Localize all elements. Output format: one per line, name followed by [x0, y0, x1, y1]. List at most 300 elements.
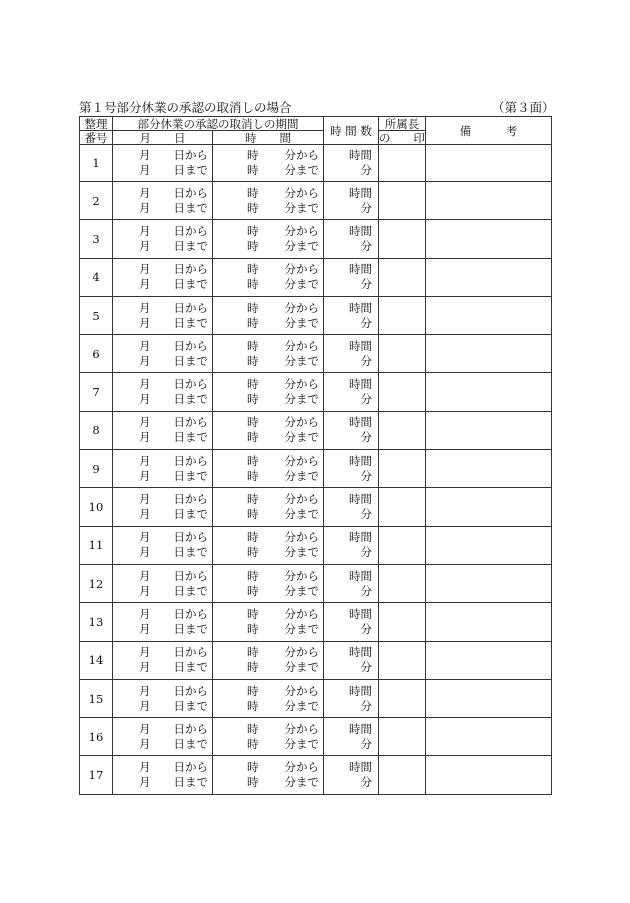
month-label: 月 — [139, 468, 151, 483]
page-title: 第１号部分休業の承認の取消しの場合 — [79, 100, 292, 115]
day-to-label: 日まで — [173, 277, 208, 292]
hours-unit-label: 時間 — [349, 492, 372, 507]
seal-cell[interactable] — [379, 145, 426, 182]
minute-to-label: 分まで — [284, 277, 319, 292]
table-row — [80, 526, 552, 564]
table-row — [80, 182, 552, 220]
remarks-cell[interactable] — [426, 296, 552, 334]
table-row — [80, 258, 552, 296]
header-biko: 備 考 — [426, 117, 552, 145]
seal-cell[interactable] — [379, 411, 426, 449]
month-label: 月 — [139, 683, 151, 698]
seal-cell[interactable] — [379, 182, 426, 220]
hour-label: 時 — [247, 377, 259, 392]
minutes-unit-label: 分 — [360, 660, 372, 675]
hour-label: 時 — [247, 660, 259, 675]
row-number: 15 — [80, 679, 113, 717]
row-number: 10 — [80, 488, 113, 526]
month-label: 月 — [139, 568, 151, 583]
hours-unit-label: 時間 — [349, 606, 372, 621]
minute-from-label: 分から — [284, 300, 319, 315]
remarks-cell[interactable] — [426, 220, 552, 258]
minutes-unit-label: 分 — [360, 353, 372, 368]
duration-cell[interactable] — [324, 182, 379, 220]
row-number: 11 — [80, 526, 113, 564]
remarks-cell[interactable] — [426, 182, 552, 220]
row-number: 16 — [80, 718, 113, 756]
duration-cell[interactable] — [324, 526, 379, 564]
table-row — [80, 296, 552, 334]
header-jikan: 時 間 — [213, 131, 324, 145]
minute-to-label: 分まで — [284, 200, 319, 215]
duration-cell[interactable] — [324, 411, 379, 449]
minutes-unit-label: 分 — [360, 507, 372, 522]
remarks-cell[interactable] — [426, 335, 552, 373]
seal-cell[interactable] — [379, 641, 426, 679]
header-no-in: の 印 — [379, 130, 425, 145]
time-cell[interactable] — [213, 526, 324, 564]
seal-cell[interactable] — [379, 450, 426, 488]
date-cell[interactable] — [113, 603, 213, 641]
minutes-unit-label: 分 — [360, 430, 372, 445]
month-label: 月 — [139, 492, 151, 507]
minutes-unit-label: 分 — [360, 392, 372, 407]
month-label: 月 — [139, 721, 151, 736]
hour-label: 時 — [247, 545, 259, 560]
minute-to-label: 分まで — [284, 430, 319, 445]
hours-unit-label: 時間 — [349, 568, 372, 583]
day-from-label: 日から — [173, 415, 208, 430]
minutes-unit-label: 分 — [360, 583, 372, 598]
day-to-label: 日まで — [173, 660, 208, 675]
seal-cell[interactable] — [379, 564, 426, 602]
remarks-cell[interactable] — [426, 603, 552, 641]
date-cell[interactable] — [113, 756, 213, 794]
hour-label: 時 — [247, 300, 259, 315]
header-shozokucho: 所属長 — [379, 117, 426, 131]
minute-from-label: 分から — [284, 377, 319, 392]
time-cell[interactable] — [213, 411, 324, 449]
minutes-unit-label: 分 — [360, 277, 372, 292]
minute-to-label: 分まで — [284, 583, 319, 598]
hours-unit-label: 時間 — [349, 721, 372, 736]
remarks-cell[interactable] — [426, 526, 552, 564]
seal-cell[interactable] — [379, 373, 426, 411]
day-from-label: 日から — [173, 148, 208, 162]
minute-from-label: 分から — [284, 492, 319, 507]
time-cell[interactable] — [213, 335, 324, 373]
day-to-label: 日まで — [173, 698, 208, 713]
hour-label: 時 — [247, 583, 259, 598]
duration-cell[interactable] — [324, 145, 379, 182]
month-label: 月 — [139, 377, 151, 392]
minutes-unit-label: 分 — [360, 468, 372, 483]
row-number: 13 — [80, 603, 113, 641]
row-number: 2 — [80, 182, 113, 220]
day-to-label: 日まで — [173, 430, 208, 445]
month-label: 月 — [139, 775, 151, 790]
time-cell[interactable] — [213, 258, 324, 296]
minute-from-label: 分から — [284, 453, 319, 468]
day-from-label: 日から — [173, 530, 208, 545]
duration-cell[interactable] — [324, 335, 379, 373]
date-cell[interactable] — [113, 450, 213, 488]
month-label: 月 — [139, 545, 151, 560]
hour-label: 時 — [247, 238, 259, 253]
month-label: 月 — [139, 338, 151, 353]
table-row — [80, 220, 552, 258]
day-from-label: 日から — [173, 262, 208, 277]
table-row — [80, 679, 552, 717]
day-from-label: 日から — [173, 568, 208, 583]
seal-cell[interactable] — [379, 258, 426, 296]
hour-label: 時 — [247, 277, 259, 292]
table-row — [80, 756, 552, 794]
minutes-unit-label: 分 — [360, 545, 372, 560]
minute-from-label: 分から — [284, 415, 319, 430]
hour-label: 時 — [247, 721, 259, 736]
remarks-cell[interactable] — [426, 679, 552, 717]
table-row — [80, 373, 552, 411]
month-label: 月 — [139, 238, 151, 253]
remarks-cell[interactable] — [426, 258, 552, 296]
hours-unit-label: 時間 — [349, 530, 372, 545]
hours-unit-label: 時間 — [349, 300, 372, 315]
date-cell[interactable] — [113, 411, 213, 449]
remarks-cell[interactable] — [426, 718, 552, 756]
day-from-label: 日から — [173, 760, 208, 775]
date-cell[interactable] — [113, 564, 213, 602]
hour-label: 時 — [247, 415, 259, 430]
month-label: 月 — [139, 453, 151, 468]
minute-to-label: 分まで — [284, 660, 319, 675]
time-cell[interactable] — [213, 756, 324, 794]
minute-to-label: 分まで — [284, 736, 319, 751]
seal-cell[interactable] — [379, 220, 426, 258]
hours-unit-label: 時間 — [349, 262, 372, 277]
seal-cell[interactable] — [379, 603, 426, 641]
minute-from-label: 分から — [284, 760, 319, 775]
day-to-label: 日まで — [173, 163, 208, 177]
hour-label: 時 — [247, 185, 259, 200]
duration-cell[interactable] — [324, 220, 379, 258]
date-cell[interactable] — [113, 373, 213, 411]
minute-from-label: 分から — [284, 223, 319, 238]
minute-from-label: 分から — [284, 185, 319, 200]
table-row — [80, 488, 552, 526]
duration-cell[interactable] — [324, 756, 379, 794]
time-cell[interactable] — [213, 641, 324, 679]
table-row — [80, 718, 552, 756]
seal-cell[interactable] — [379, 335, 426, 373]
seal-cell[interactable] — [379, 679, 426, 717]
seal-cell[interactable] — [379, 526, 426, 564]
remarks-cell[interactable] — [426, 411, 552, 449]
hour-label: 時 — [247, 760, 259, 775]
day-to-label: 日まで — [173, 468, 208, 483]
date-cell[interactable] — [113, 526, 213, 564]
hour-label: 時 — [247, 430, 259, 445]
minute-from-label: 分から — [284, 338, 319, 353]
row-number: 5 — [80, 296, 113, 334]
row-number: 3 — [80, 220, 113, 258]
time-cell[interactable] — [213, 296, 324, 334]
minutes-unit-label: 分 — [360, 621, 372, 636]
date-cell[interactable] — [113, 718, 213, 756]
day-from-label: 日から — [173, 377, 208, 392]
seal-cell[interactable] — [379, 756, 426, 794]
month-label: 月 — [139, 392, 151, 407]
month-label: 月 — [139, 760, 151, 775]
hour-label: 時 — [247, 698, 259, 713]
month-label: 月 — [139, 698, 151, 713]
month-label: 月 — [139, 185, 151, 200]
minute-from-label: 分から — [284, 721, 319, 736]
hour-label: 時 — [247, 492, 259, 507]
hour-label: 時 — [247, 392, 259, 407]
minutes-unit-label: 分 — [360, 698, 372, 713]
row-number: 14 — [80, 641, 113, 679]
time-cell[interactable] — [213, 373, 324, 411]
table-row — [80, 145, 552, 182]
seal-cell[interactable] — [379, 296, 426, 334]
day-from-label: 日から — [173, 338, 208, 353]
date-cell[interactable] — [113, 679, 213, 717]
remarks-cell[interactable] — [426, 450, 552, 488]
time-cell[interactable] — [213, 679, 324, 717]
hour-label: 時 — [247, 568, 259, 583]
day-from-label: 日から — [173, 606, 208, 621]
duration-cell[interactable] — [324, 296, 379, 334]
minute-from-label: 分から — [284, 530, 319, 545]
month-label: 月 — [139, 530, 151, 545]
row-number: 9 — [80, 450, 113, 488]
time-cell[interactable] — [213, 488, 324, 526]
date-cell[interactable] — [113, 641, 213, 679]
month-label: 月 — [139, 430, 151, 445]
minute-to-label: 分まで — [284, 698, 319, 713]
day-from-label: 日から — [173, 223, 208, 238]
day-from-label: 日から — [173, 300, 208, 315]
day-from-label: 日から — [173, 492, 208, 507]
header-bango: 番号 — [80, 131, 113, 145]
minutes-unit-label: 分 — [360, 163, 372, 177]
minute-to-label: 分まで — [284, 621, 319, 636]
day-from-label: 日から — [173, 683, 208, 698]
date-cell[interactable] — [113, 488, 213, 526]
hours-unit-label: 時間 — [349, 185, 372, 200]
row-number: 17 — [80, 756, 113, 794]
remarks-cell[interactable] — [426, 373, 552, 411]
day-to-label: 日まで — [173, 392, 208, 407]
day-from-label: 日から — [173, 645, 208, 660]
month-label: 月 — [139, 148, 151, 162]
minute-from-label: 分から — [284, 683, 319, 698]
date-cell[interactable] — [113, 258, 213, 296]
hours-unit-label: 時間 — [349, 453, 372, 468]
day-from-label: 日から — [173, 721, 208, 736]
time-cell[interactable] — [213, 564, 324, 602]
minutes-unit-label: 分 — [360, 315, 372, 330]
remarks-cell[interactable] — [426, 145, 552, 182]
day-to-label: 日まで — [173, 583, 208, 598]
duration-cell[interactable] — [324, 718, 379, 756]
day-to-label: 日まで — [173, 353, 208, 368]
day-to-label: 日まで — [173, 200, 208, 215]
minute-from-label: 分から — [284, 148, 319, 162]
remarks-cell[interactable] — [426, 641, 552, 679]
month-label: 月 — [139, 583, 151, 598]
minute-from-label: 分から — [284, 262, 319, 277]
time-cell[interactable] — [213, 718, 324, 756]
hour-label: 時 — [247, 163, 259, 177]
hour-label: 時 — [247, 262, 259, 277]
header-tsukihi: 月 日 — [113, 131, 213, 145]
minutes-unit-label: 分 — [360, 736, 372, 751]
month-label: 月 — [139, 507, 151, 522]
day-to-label: 日まで — [173, 507, 208, 522]
month-label: 月 — [139, 223, 151, 238]
minute-to-label: 分まで — [284, 315, 319, 330]
time-cell[interactable] — [213, 603, 324, 641]
time-cell[interactable] — [213, 182, 324, 220]
hours-unit-label: 時間 — [349, 760, 372, 775]
duration-cell[interactable] — [324, 488, 379, 526]
month-label: 月 — [139, 300, 151, 315]
row-number: 7 — [80, 373, 113, 411]
duration-cell[interactable] — [324, 258, 379, 296]
table-row — [80, 450, 552, 488]
duration-cell[interactable] — [324, 603, 379, 641]
remarks-cell[interactable] — [426, 488, 552, 526]
table-row — [80, 411, 552, 449]
remarks-cell[interactable] — [426, 756, 552, 794]
minute-from-label: 分から — [284, 568, 319, 583]
hours-unit-label: 時間 — [349, 415, 372, 430]
duration-cell[interactable] — [324, 450, 379, 488]
month-label: 月 — [139, 736, 151, 751]
minutes-unit-label: 分 — [360, 238, 372, 253]
minute-to-label: 分まで — [284, 238, 319, 253]
minute-to-label: 分まで — [284, 353, 319, 368]
time-cell[interactable] — [213, 220, 324, 258]
hours-unit-label: 時間 — [349, 683, 372, 698]
month-label: 月 — [139, 353, 151, 368]
seal-cell[interactable] — [379, 488, 426, 526]
remarks-cell[interactable] — [426, 564, 552, 602]
date-cell[interactable] — [113, 182, 213, 220]
month-label: 月 — [139, 606, 151, 621]
hour-label: 時 — [247, 606, 259, 621]
hours-unit-label: 時間 — [349, 148, 372, 162]
minute-to-label: 分まで — [284, 392, 319, 407]
table-row — [80, 641, 552, 679]
table-row — [80, 335, 552, 373]
table-row — [80, 603, 552, 641]
day-to-label: 日まで — [173, 736, 208, 751]
month-label: 月 — [139, 621, 151, 636]
minute-from-label: 分から — [284, 606, 319, 621]
month-label: 月 — [139, 277, 151, 292]
hour-label: 時 — [247, 736, 259, 751]
seal-cell[interactable] — [379, 718, 426, 756]
hour-label: 時 — [247, 315, 259, 330]
minute-to-label: 分まで — [284, 507, 319, 522]
header-period: 部分休業の承認の取消しの期間 — [113, 117, 324, 131]
date-cell[interactable] — [113, 296, 213, 334]
duration-cell[interactable] — [324, 373, 379, 411]
minute-to-label: 分まで — [284, 468, 319, 483]
page-label: （第３面） — [492, 100, 555, 115]
month-label: 月 — [139, 262, 151, 277]
time-cell[interactable] — [213, 450, 324, 488]
day-to-label: 日まで — [173, 621, 208, 636]
hour-label: 時 — [247, 683, 259, 698]
table-row — [80, 564, 552, 602]
hour-label: 時 — [247, 530, 259, 545]
day-to-label: 日まで — [173, 315, 208, 330]
hour-label: 時 — [247, 353, 259, 368]
day-from-label: 日から — [173, 185, 208, 200]
date-cell[interactable] — [113, 335, 213, 373]
hours-unit-label: 時間 — [349, 377, 372, 392]
cancellation-table — [79, 116, 552, 795]
day-to-label: 日まで — [173, 545, 208, 560]
header-jikansu: 時 間 数 — [324, 117, 379, 145]
hour-label: 時 — [247, 200, 259, 215]
hour-label: 時 — [247, 621, 259, 636]
hour-label: 時 — [247, 223, 259, 238]
hour-label: 時 — [247, 338, 259, 353]
hour-label: 時 — [247, 468, 259, 483]
month-label: 月 — [139, 163, 151, 177]
month-label: 月 — [139, 315, 151, 330]
day-to-label: 日まで — [173, 238, 208, 253]
time-cell[interactable] — [213, 145, 324, 182]
day-to-label: 日まで — [173, 775, 208, 790]
row-number: 1 — [80, 145, 113, 182]
month-label: 月 — [139, 645, 151, 660]
hour-label: 時 — [247, 775, 259, 790]
row-number: 12 — [80, 564, 113, 602]
row-number: 6 — [80, 335, 113, 373]
duration-cell[interactable] — [324, 641, 379, 679]
header-seiri: 整理 — [80, 117, 113, 131]
date-cell[interactable] — [113, 145, 213, 182]
row-number: 4 — [80, 258, 113, 296]
date-cell[interactable] — [113, 220, 213, 258]
month-label: 月 — [139, 415, 151, 430]
hour-label: 時 — [247, 507, 259, 522]
hour-label: 時 — [247, 453, 259, 468]
hours-unit-label: 時間 — [349, 338, 372, 353]
day-from-label: 日から — [173, 453, 208, 468]
duration-cell[interactable] — [324, 679, 379, 717]
minute-to-label: 分まで — [284, 163, 319, 177]
hour-label: 時 — [247, 645, 259, 660]
minute-to-label: 分まで — [284, 775, 319, 790]
minute-from-label: 分から — [284, 645, 319, 660]
duration-cell[interactable] — [324, 564, 379, 602]
row-number: 8 — [80, 411, 113, 449]
hours-unit-label: 時間 — [349, 645, 372, 660]
month-label: 月 — [139, 660, 151, 675]
hours-unit-label: 時間 — [349, 223, 372, 238]
minutes-unit-label: 分 — [360, 200, 372, 215]
minute-to-label: 分まで — [284, 545, 319, 560]
minutes-unit-label: 分 — [360, 775, 372, 790]
month-label: 月 — [139, 200, 151, 215]
